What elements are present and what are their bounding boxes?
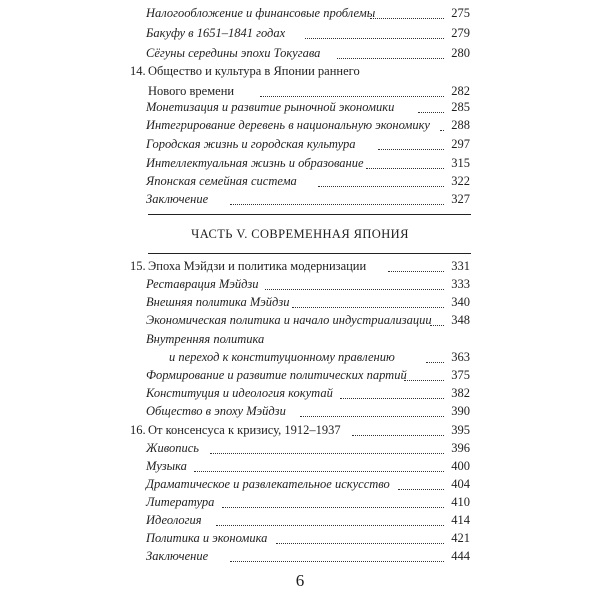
toc-entry-page: 400 [451, 459, 470, 473]
toc-entry-title: Идеология [146, 513, 202, 527]
dot-leader [230, 561, 444, 562]
toc-entry-title: Живопись [146, 441, 199, 455]
toc-entry-page: 396 [451, 441, 470, 455]
toc-entry-title: Внутренняя политика [146, 332, 265, 346]
toc-entry-title: Экономическая политика и начало индустриализации [146, 313, 432, 327]
toc-entry-title: Реставрация Мэйдзи [146, 277, 259, 291]
dot-leader [388, 271, 444, 272]
chapter-title: От консенсуса к кризису, 1912–1937 [148, 423, 341, 437]
chapter-number: 14. [130, 64, 146, 78]
chapter-title-line1: Общество и культура в Японии раннего [148, 64, 360, 78]
toc-entry-title: Налогообложение и финансовые проблемы [146, 6, 376, 20]
dot-leader [398, 489, 444, 490]
dot-leader [378, 149, 444, 150]
toc-entry [0, 189, 600, 211]
chapter-number: 16. [130, 423, 146, 437]
dot-leader [300, 416, 444, 417]
divider-rule [148, 253, 471, 254]
toc-entry-title: Музыка [146, 459, 187, 473]
dot-leader [292, 307, 444, 308]
toc-entry-page: 297 [451, 137, 470, 151]
toc-entry-page: 285 [451, 100, 470, 114]
toc-entry-page: 327 [451, 192, 470, 206]
dot-leader [216, 525, 444, 526]
toc-entry-title: Бакуфу в 1651–1841 годах [146, 26, 286, 40]
part-title: ЧАСТЬ V. СОВРЕМЕННАЯ ЯПОНИЯ [191, 227, 409, 241]
dot-leader [440, 130, 444, 131]
chapter-heading [0, 61, 600, 83]
dot-leader [222, 507, 444, 508]
toc-entry-page: 348 [451, 313, 470, 327]
toc-entry [0, 3, 600, 25]
toc-entry [0, 546, 600, 568]
dot-leader [404, 380, 444, 381]
dot-leader [418, 112, 444, 113]
dot-leader [194, 471, 444, 472]
toc-entry-title: Общество в эпоху Мэйдзи [146, 404, 286, 418]
toc-entry-title: Интеллектуальная жизнь и образование [146, 156, 364, 170]
toc-entry-title: Монетизация и развитие рыночной экономики [146, 100, 395, 114]
toc-entry-page: 340 [451, 295, 470, 309]
toc-entry-title: Конституция и идеология кокутай [146, 386, 333, 400]
toc-entry-page: 414 [451, 513, 470, 527]
toc-entry-page: 363 [451, 350, 470, 364]
toc-entry-page: 390 [451, 404, 470, 418]
toc-entry-page: 322 [451, 174, 470, 188]
toc-entry-title: Заключение [146, 192, 209, 206]
toc-entry [0, 23, 600, 45]
toc-entry-page: 444 [451, 549, 470, 563]
toc-entry-title: Формирование и развитие политических партий [146, 368, 407, 382]
dot-leader [352, 435, 444, 436]
dot-leader [340, 398, 444, 399]
dot-leader [318, 186, 444, 187]
toc-entry-title: Японская семейная система [146, 174, 297, 188]
toc-entry-page: 421 [451, 531, 470, 545]
toc-entry-page: 288 [451, 118, 470, 132]
toc-entry-title: Драматическое и развлекательное искусство [146, 477, 390, 491]
chapter-title: Эпоха Мэйдзи и политика модернизации [148, 259, 367, 273]
toc-entry-title: Литература [146, 495, 215, 509]
toc-entry-title: Городская жизнь и городская культура [146, 137, 356, 151]
toc-entry-page: 375 [451, 368, 470, 382]
dot-leader [210, 453, 444, 454]
dot-leader [265, 289, 444, 290]
toc-entry-page: 410 [451, 495, 470, 509]
toc-entry-title: и переход к конституционному правлению [169, 350, 395, 364]
toc-entry-page: 280 [451, 46, 470, 60]
divider-rule [148, 214, 471, 215]
toc-entry-page: 404 [451, 477, 470, 491]
dot-leader [370, 18, 444, 19]
dot-leader [430, 325, 444, 326]
chapter-title-line2: Нового времени [148, 84, 235, 98]
toc-entry-title: Интегрирование деревень в национальную экономику [146, 118, 430, 132]
page-number: 6 [295, 571, 305, 590]
dot-leader [426, 362, 444, 363]
toc-entry-title: Заключение [146, 549, 209, 563]
toc-entry-page: 315 [451, 156, 470, 170]
chapter-page: 331 [451, 259, 470, 273]
toc-entry-page: 279 [451, 26, 470, 40]
toc-entry-page: 382 [451, 386, 470, 400]
toc-entry-title: Политика и экономика [146, 531, 268, 545]
chapter-number: 15. [130, 259, 146, 273]
dot-leader [305, 38, 444, 39]
chapter-page: 282 [451, 84, 470, 98]
dot-leader [230, 204, 444, 205]
chapter-page: 395 [451, 423, 470, 437]
toc-entry-title: Сёгуны середины эпохи Токугава [146, 46, 321, 60]
dot-leader [276, 543, 444, 544]
dot-leader [366, 168, 444, 169]
toc-entry-title: Внешняя политика Мэйдзи [146, 295, 290, 309]
toc-entry-page: 275 [451, 6, 470, 20]
dot-leader [337, 58, 444, 59]
toc-entry-page: 333 [451, 277, 470, 291]
